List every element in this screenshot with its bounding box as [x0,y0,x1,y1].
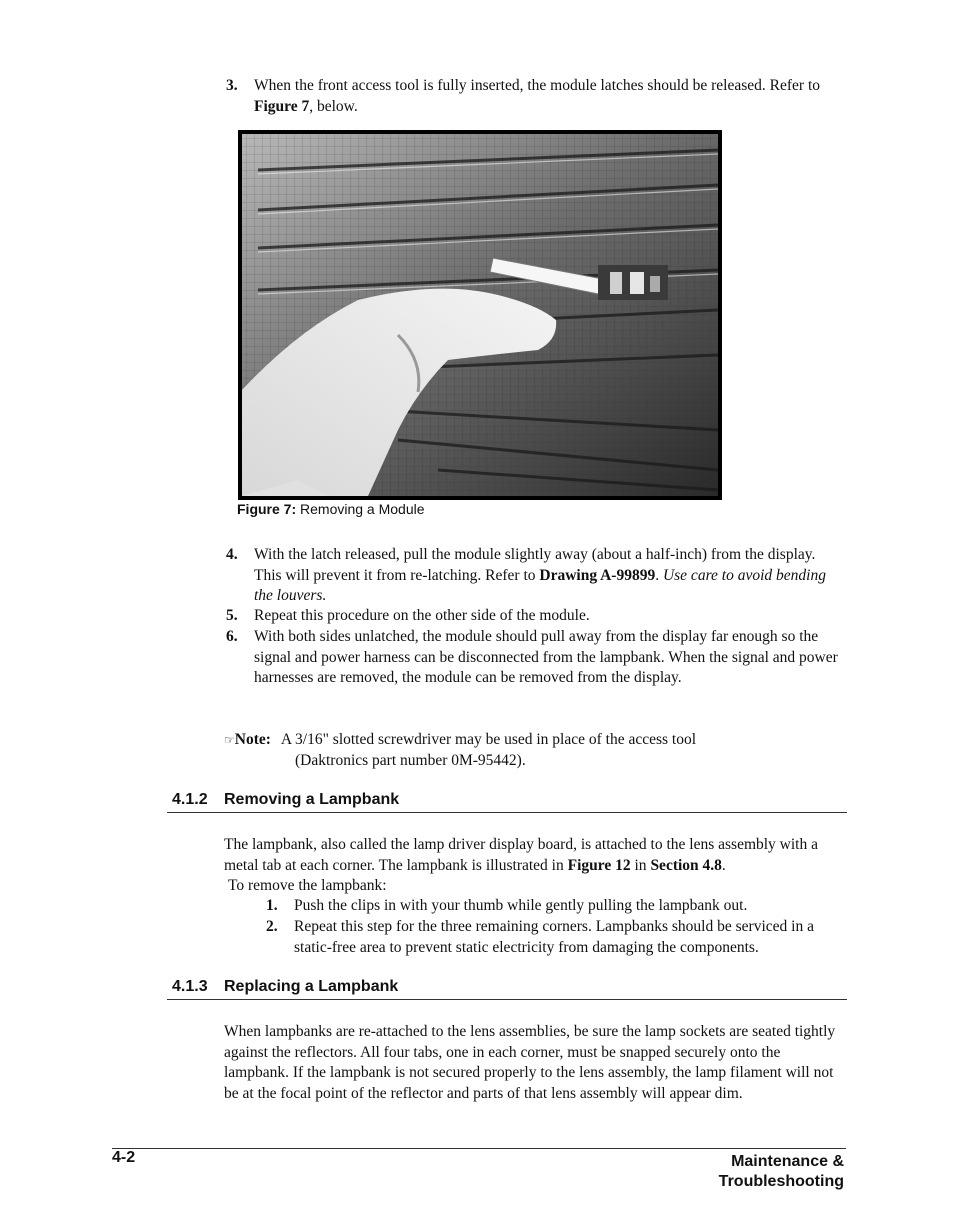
step-number: 5. [226,607,238,624]
substep-2 [266,917,856,958]
note-text-line1: A 3/16" slotted screwdriver may be used in place of the access tool [280,731,697,748]
step-text: When the front access tool is fully inserted, the module latches should be released. Refer to [254,77,820,94]
substep-number: 2. [266,918,278,935]
figure-caption [237,500,425,518]
section-title: Replacing a Lampbank [224,978,399,995]
note-label: Note [234,731,266,748]
step-number: 3. [226,77,238,94]
section-413-paragraph: When lampbanks are re-attached to the lens assemblies, be sure the lamp sockets are seated tightly against the reflectors. All four tabs, one in each corner, must be snapped securely onto the lampbank. If the lampbank is not secured properly to the lens assembly, the lamp filament will not be at the focal point of the reflector and parts of that lens assembly will appear dim. [224,1023,836,1102]
section-48-reference: Section 4.8 [650,856,722,874]
substep-text: Repeat this step for the three remaining corners. Lampbanks should be serviced in a static-free area to prevent static electricity from damaging the components. [294,918,814,956]
section-title: Removing a Lampbank [224,791,400,808]
figure-reference: Figure 7 [254,97,310,115]
step-number: 4. [226,546,238,563]
section-heading-413 [172,978,398,996]
caution-text: Use care to avoid bending the louvers. [254,566,826,604]
section-412-paragraph: The lampbank, also called the lamp driver display board, is attached to the lens assembly with a metal tab at each corner. The lampbank is illustrated in Figure 12 in Section 4.8. To remove the lampbank: [224,836,818,894]
step-text: With both sides unlatched, the module should pull away from the display far enough so the signal and power harness can be disconnected from the lampbank. When the signal and power harnesses are removed, the module can be removed from the display. [254,628,838,686]
chapter-title: Maintenance & Troubleshooting [718,1153,844,1190]
figure-12-reference: Figure 12 [567,856,631,874]
figure-caption-text: Removing a Module [300,501,425,517]
footer-rule [112,1148,846,1149]
section-heading-412 [172,791,399,809]
step-5 [226,606,846,627]
note-block: ☞Note: A 3/16" slotted screwdriver may be used in place of the access tool [224,731,697,748]
page-number: 4-2 [112,1149,136,1166]
substep-1 [266,896,856,917]
section-divider [167,812,847,813]
step-6 [226,627,846,689]
figure-7-photo [238,130,722,500]
step-text-sep: . [655,566,663,584]
step-text-end: , below. [309,97,358,115]
section-divider [167,999,847,1000]
step-3 [226,76,846,117]
drawing-reference: Drawing A-99899 [539,566,656,584]
step-4 [226,545,846,607]
step-number: 6. [226,628,238,645]
substep-text: Push the clips in with your thumb while gently pulling the lampbank out. [294,897,748,914]
pointing-hand-icon: ☞ [224,733,235,747]
note-text-line2: (Daktronics part number 0M-95442). [295,752,526,769]
module-removal-photo [238,130,722,500]
substep-number: 1. [266,897,278,914]
section-number: 4.1.3 [172,978,208,995]
figure-label: Figure 7: [237,501,297,517]
step-text: With the latch released, pull the module slightly away (about a half-inch) from the display. This will prevent it from re-latching. Refer to [254,546,816,584]
step-text: Repeat this procedure on the other side of the module. [254,607,590,624]
section-number: 4.1.2 [172,791,208,808]
